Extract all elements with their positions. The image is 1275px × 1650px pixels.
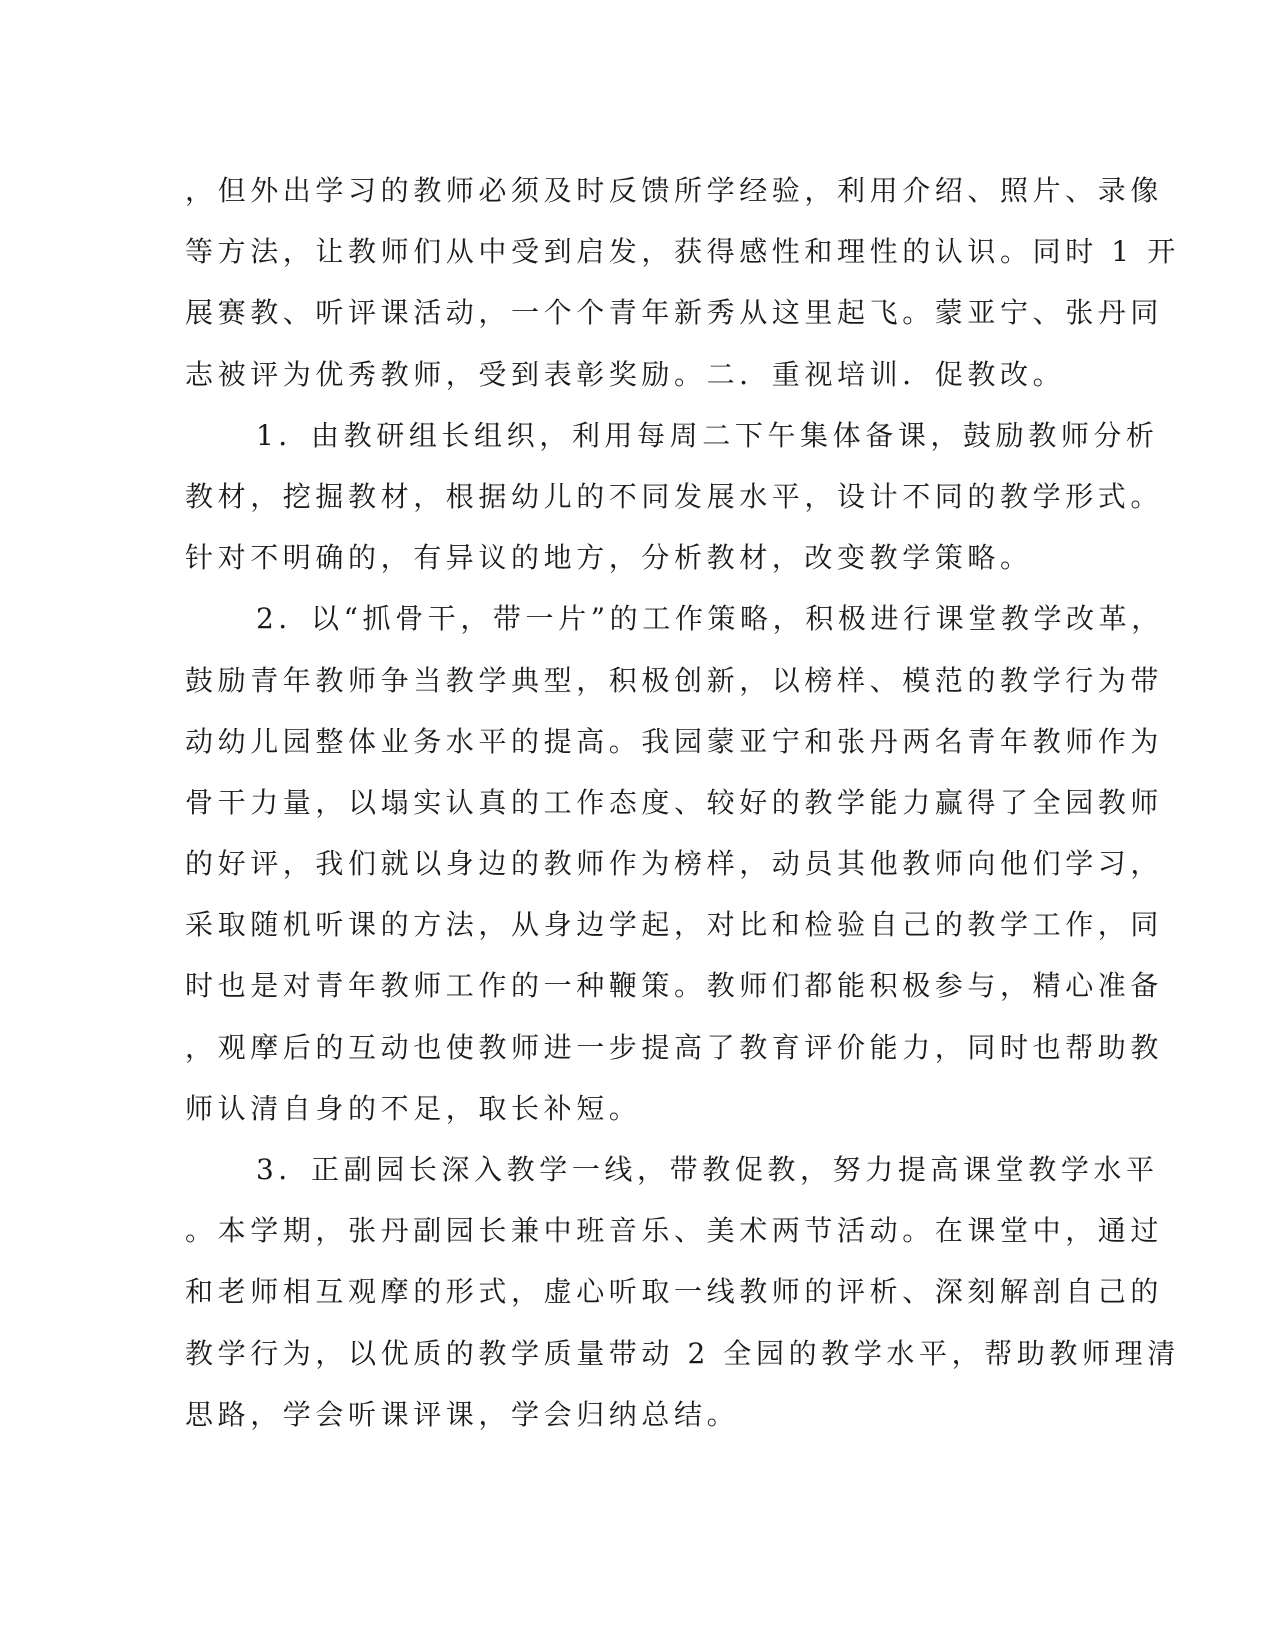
text-line: 针对不明确的，有异议的地方，分析教材，改变教学策略。 <box>185 541 1033 575</box>
text-line: 志被评为优秀教师，受到表彰奖励。二．重视培训．促教改。 <box>185 357 1066 391</box>
body-text <box>185 160 1180 1445</box>
text-line: 采取随机听课的方法，从身边学起，对比和检验自己的教学工作，同 <box>185 908 1164 942</box>
text-line: 教学行为，以优质的教学质量带动 2 全园的教学水平，帮助教师理清 <box>185 1336 1180 1370</box>
text-line: 教材，挖掘教材，根据幼儿的不同发展水平，设计不同的教学形式。 <box>185 479 1164 513</box>
text-line: 时也是对青年教师工作的一种鞭策。教师们都能积极参与，精心准备 <box>185 969 1164 1003</box>
text-line: 思路，学会听课评课，学会归纳总结。 <box>185 1397 740 1431</box>
paragraph-3-start: 3．正副园长深入教学一线，带教促教，努力提高课堂教学水平 <box>256 1153 1159 1186</box>
text-line: 和老师相互观摩的形式，虚心听取一线教师的评析、深刻解剖自己的 <box>185 1275 1164 1309</box>
text-line: 的好评，我们就以身边的教师作为榜样，动员其他教师向他们学习， <box>185 847 1164 881</box>
text-line: 师认清自身的不足，取长补短。 <box>185 1091 642 1125</box>
text-line: 骨干力量，以塌实认真的工作态度、较好的教学能力赢得了全园教师 <box>185 785 1164 819</box>
text-line: ，但外出学习的教师必须及时反馈所学经验，利用介绍、照片、录像 <box>185 174 1164 207</box>
text-line: ，观摩后的互动也使教师进一步提高了教育评价能力，同时也帮助教 <box>185 1030 1164 1064</box>
text-line: 鼓励青年教师争当教学典型，积极创新，以榜样、模范的教学行为带 <box>185 663 1164 697</box>
paragraph-2-start: 2．以“抓骨干，带一片”的工作策略，积极进行课堂教学改革， <box>256 602 1164 636</box>
text-line: 等方法，让教师们从中受到启发，获得感性和理性的认识。同时 1 开 <box>185 235 1180 269</box>
text-line: 展赛教、听评课活动，一个个青年新秀从这里起飞。蒙亚宁、张丹同 <box>185 296 1164 330</box>
paragraph-1-start: 1．由教研组长组织，利用每周二下午集体备课，鼓励教师分析 <box>256 418 1159 452</box>
text-line: 。本学期，张丹副园长兼中班音乐、美术两节活动。在课堂中，通过 <box>185 1214 1164 1248</box>
text-line: 动幼儿园整体业务水平的提高。我园蒙亚宁和张丹两名青年教师作为 <box>185 724 1164 758</box>
